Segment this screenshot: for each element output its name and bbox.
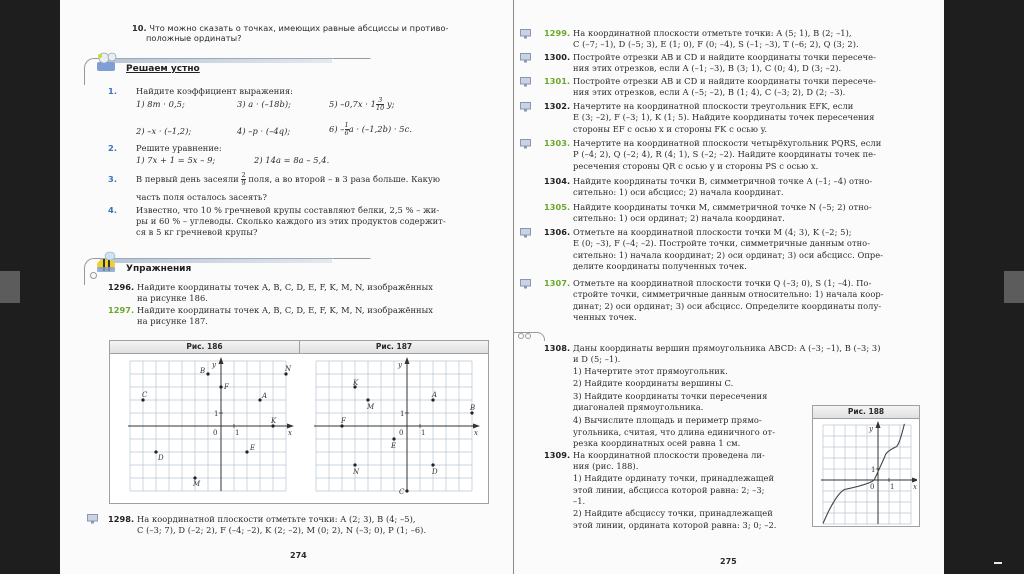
exercise-text: На координатной плоскости отметьте точки: A (2; 3), B (4; –5), xyxy=(137,514,416,524)
exercise-number: 1305. xyxy=(544,202,571,212)
task-prompt: Найдите коэффициент выражения: xyxy=(136,86,294,96)
task-number: 4. xyxy=(108,205,118,215)
bee-mascot-icon xyxy=(94,250,122,274)
task-text: ся в 5 кг гречневой крупы? xyxy=(136,227,258,237)
exercise-text: делите координаты полученных точек. xyxy=(573,260,747,271)
exercise-text: Постройте отрезки AB и CD и найдите координаты точки пересече- xyxy=(573,76,876,86)
y-axis-arrow-icon xyxy=(405,357,410,364)
exercise-text: На координатной плоскости отметьте точки: A (5; 1), B (2; –1), xyxy=(573,28,852,38)
point-n xyxy=(353,463,356,466)
exercise-text: ния этих отрезков, если A (–5; –2), B (1; 4), C (–3; 2), D (2; –3). xyxy=(573,87,846,98)
exercise-number: 1304. xyxy=(544,176,571,186)
origin-label: 0 xyxy=(213,429,218,437)
coordinate-plane-186 xyxy=(124,357,294,497)
figures-186-187 xyxy=(109,340,489,504)
function-curve xyxy=(823,424,904,524)
exercise-number: 1307. xyxy=(544,278,571,288)
point-label: C xyxy=(142,391,148,399)
exercise-number: 1308. xyxy=(544,343,571,353)
exercise-number: 1301. xyxy=(544,76,571,86)
exercise-text: 2) Найдите абсциссу точки, принадлежащей xyxy=(573,508,773,518)
coordinate-plane-187 xyxy=(310,357,480,497)
question-number: 10. xyxy=(132,23,147,33)
previous-page-button[interactable] xyxy=(0,271,20,303)
monitor-icon xyxy=(520,102,531,112)
monitor-icon xyxy=(520,279,531,289)
point-label: K xyxy=(353,379,359,387)
task-number: 1. xyxy=(108,86,118,96)
origin-label: 0 xyxy=(870,483,875,491)
point-f xyxy=(219,385,222,388)
exercise-text: на рисунке 187. xyxy=(137,316,208,326)
right-page xyxy=(514,0,944,574)
exercise-text: этой линии, ордината которой равна: 3; 0; –2. xyxy=(573,520,777,530)
figure-188 xyxy=(812,405,920,527)
point-label: A xyxy=(262,392,268,400)
page-number: 275 xyxy=(720,557,737,566)
exercise-text: 2) Найдите координаты вершины C. xyxy=(573,378,734,388)
exercise-text: стройте точки, симметричные данным относительно: 1) начала коор- xyxy=(573,289,884,300)
exercise-text: 1) Найдите ординату точки, принадлежащей xyxy=(573,473,775,483)
exercise-number: 1298. xyxy=(108,514,135,524)
exercise-text: Начертите на координатной плоскости четырёхугольник PQRS, если xyxy=(573,138,882,148)
exercise-number: 1309. xyxy=(544,450,571,460)
exercise-text: Найдите координаты точки B, симметричной точке A (–1; –4) отно- xyxy=(573,176,873,186)
figure-title: Рис. 187 xyxy=(300,341,488,354)
exercise-number: 1302. xyxy=(544,101,571,111)
task-text: Известно, что 10 % гречневой крупы составляют белки, 2,5 % – жи- xyxy=(136,205,440,215)
textbook-spread xyxy=(60,0,944,574)
section-title-oral: Решаем устно xyxy=(126,64,200,74)
exercise-text: угольника, считая, что длина единичного от- xyxy=(573,427,776,437)
question-10: 10. Что можно сказать о точках, имеющих равные абсциссы и противо- xyxy=(132,23,449,33)
y-axis-arrow-icon xyxy=(876,421,881,428)
y-axis-arrow-icon xyxy=(219,357,224,364)
page-number: 274 xyxy=(290,551,307,560)
exercise-number: 1303. xyxy=(544,138,571,148)
point-label: C xyxy=(399,488,405,496)
exercise-text: Отметьте на координатной плоскости точки Q (–3; 0), S (1; –4). По- xyxy=(573,278,872,288)
task-item: 3) a · (–18b); xyxy=(237,99,291,109)
exercise-text: ресечения стороны QR с осью y и стороны PS с осью x. xyxy=(573,160,819,171)
x-axis-arrow-icon xyxy=(473,424,480,429)
figure-title: Рис. 186 xyxy=(110,341,300,354)
exercise-text: 4) Вычислите площадь и периметр прямо- xyxy=(573,415,762,425)
exercise-text: На координатной плоскости проведена ли- xyxy=(573,450,765,460)
point-label: N xyxy=(285,365,292,373)
exercise-text: ченных точек. xyxy=(573,311,637,322)
exercise-number: 1306. xyxy=(544,227,571,237)
point-label: M xyxy=(193,480,201,488)
exercise-text: диагоналей прямоугольника. xyxy=(573,402,704,412)
question-10-line2: положные ординаты? xyxy=(146,33,242,43)
exercise-text: сительно: 1) начала координат; 2) оси ординат; 3) оси абсцисс. Опре- xyxy=(573,249,884,260)
point-label: E xyxy=(250,444,256,452)
y-axis-label: y xyxy=(869,425,873,433)
point-label: F xyxy=(224,383,229,391)
task-prompt: Решите уравнение: xyxy=(136,143,222,153)
monitor-icon xyxy=(520,77,531,87)
point-label: D xyxy=(432,468,438,476)
exercise-text: на рисунке 186. xyxy=(137,293,208,303)
task-item: 2) –x · (–1,2); xyxy=(136,126,192,136)
point-d xyxy=(431,463,434,466)
robot-mascot-icon xyxy=(94,50,122,74)
point-label: D xyxy=(158,454,164,462)
x-axis-arrow-icon xyxy=(287,424,294,429)
x-axis-label: x xyxy=(288,429,292,437)
task-item: 5) –0,7x · 1 $\frac{3}{10}$ y; xyxy=(329,96,395,112)
x-axis-arrow-icon xyxy=(912,478,917,483)
exercise-text: Найдите координаты точки M, симметричной точке N (–5; 2) отно- xyxy=(573,202,872,212)
exercise-text: Найдите координаты точек A, B, C, D, E, F, K, M, N, изображённых xyxy=(137,282,434,292)
unit-x-label: 1 xyxy=(421,429,426,437)
marker-circle xyxy=(525,333,531,339)
unit-y-label: 1 xyxy=(400,410,405,418)
exercise-text: Найдите координаты точек A, B, C, D, E, F, K, M, N, изображённых xyxy=(137,305,434,315)
exercise-text: сительно: 1) оси ординат; 2) начала координат. xyxy=(573,213,785,224)
exercise-number: 1299. xyxy=(544,28,571,38)
exercise-text: 3) Найдите координаты точки пересечения xyxy=(573,391,768,401)
figure-title: Рис. 188 xyxy=(813,406,919,419)
section-header-oral xyxy=(80,50,380,80)
point-c xyxy=(405,489,408,492)
task-item: 2) 14a = 8a – 5,4. xyxy=(254,155,330,165)
exercise-text: E (0; –3), F (–4; –2). Постройте точки, симметричные данным отно- xyxy=(573,238,871,249)
point-m xyxy=(366,398,369,401)
exercise-text: 1) Начертите этот прямоугольник. xyxy=(573,366,728,376)
section-title-exercises: Упражнения xyxy=(126,264,192,274)
task-item: 4) –p · (–4q); xyxy=(237,126,291,136)
monitor-icon xyxy=(87,514,98,524)
monitor-icon xyxy=(520,228,531,238)
task-item: 6) – $\frac{1}{6}$ a · (–1,2b) · 5c. xyxy=(329,121,413,137)
point-b xyxy=(206,372,209,375)
y-axis-label: y xyxy=(398,361,402,369)
point-label: A xyxy=(432,391,438,399)
task-text: ры и 60 % – углеводы. Сколько каждого из этих продуктов содержит- xyxy=(136,216,446,226)
exercise-text: этой линии, абсцисса которой равна: 2; –3; xyxy=(573,485,765,495)
section-header-exercises xyxy=(80,250,380,280)
next-page-button[interactable] xyxy=(1004,271,1024,303)
exercise-text: Постройте отрезки AB и CD и найдите координаты точки пересече- xyxy=(573,52,876,62)
unit-x-label: 1 xyxy=(235,429,240,437)
point-label: K xyxy=(271,417,277,425)
unit-y-label: 1 xyxy=(214,410,219,418)
exercise-text: Начертите на координатной плоскости треугольник EFK, если xyxy=(573,101,854,111)
task-text: В первый день засеяли $\frac{2}{9}$ поля, а во второй – в 3 раза больше. Какую xyxy=(136,171,441,187)
left-page xyxy=(60,0,513,574)
exercise-text: сительно: 1) оси абсцисс; 2) начала координат. xyxy=(573,187,784,198)
unit-x-label: 1 xyxy=(890,483,895,491)
origin-label: 0 xyxy=(399,429,404,437)
x-axis-label: x xyxy=(913,483,917,491)
point-label: B xyxy=(200,367,206,375)
monitor-icon xyxy=(520,139,531,149)
exercise-number: 1297. xyxy=(108,305,135,315)
exercise-text: Отметьте на координатной плоскости точки M (4; 3), K (–2; 5); xyxy=(573,227,852,237)
point-label: F xyxy=(341,417,346,425)
point-e xyxy=(245,450,248,453)
task-text: часть поля осталось засеять? xyxy=(136,192,267,202)
point-e xyxy=(392,437,395,440)
y-axis-label: y xyxy=(212,361,216,369)
task-number: 3. xyxy=(108,174,118,184)
exercise-text: ния этих отрезков, если A (–1; –3), B (3; 1), C (0; 4), D (3; –2). xyxy=(573,63,842,74)
exercise-text: динат; 2) оси ординат; 3) оси абсцисс. Определите координаты полу- xyxy=(573,300,882,311)
exercise-text: –1. xyxy=(573,496,586,506)
minimize-icon[interactable] xyxy=(994,562,1002,564)
marker-circle xyxy=(518,333,524,339)
unit-y-label: 1 xyxy=(871,466,876,474)
coordinate-plane-188 xyxy=(817,421,917,525)
point-label: B xyxy=(470,404,476,412)
task-item: 1) 7x + 1 = 5x – 9; xyxy=(136,155,216,165)
task-item: 1) 8m · 0,5; xyxy=(136,99,185,109)
point-label: E xyxy=(391,442,397,450)
exercise-text: E (3; –2), F (–3; 1), K (1; 5). Найдите координаты точек пересечения xyxy=(573,112,875,123)
exercise-text: P (–4; 2), Q (–2; 4), R (4; 1), S (–2; –2). Найдите координаты точек пе- xyxy=(573,149,876,160)
exercise-number: 1300. xyxy=(544,52,571,62)
exercise-text: ния (рис. 188). xyxy=(573,461,639,471)
exercise-text: стороны EF с осью x и стороны FK с осью y. xyxy=(573,123,768,134)
exercise-number: 1296. xyxy=(108,282,135,292)
monitor-icon xyxy=(520,53,531,63)
point-label: M xyxy=(367,403,375,411)
exercise-text: C (–3; 7), D (–2; 2), F (–4; –2), K (2; –2), M (0; 2), N (–3; 0), P (1; –6). xyxy=(137,525,427,535)
monitor-icon xyxy=(520,29,531,39)
exercise-text: и D (5; –1). xyxy=(573,354,621,364)
task-number: 2. xyxy=(108,143,118,153)
exercise-text: C (–7; –1), D (–5; 3), E (1; 0), F (0; –4), S (–1; –3), T (–6; 2), Q (3; 2). xyxy=(573,39,859,50)
exercise-text: Даны координаты вершин прямоугольника ABCD: A (–3; –1), B (–3; 3) xyxy=(573,343,881,353)
point-label: N xyxy=(353,468,360,476)
exercise-text: резка координатных осей равна 1 см. xyxy=(573,438,741,448)
x-axis-label: x xyxy=(474,429,478,437)
marker-circle xyxy=(90,272,97,279)
